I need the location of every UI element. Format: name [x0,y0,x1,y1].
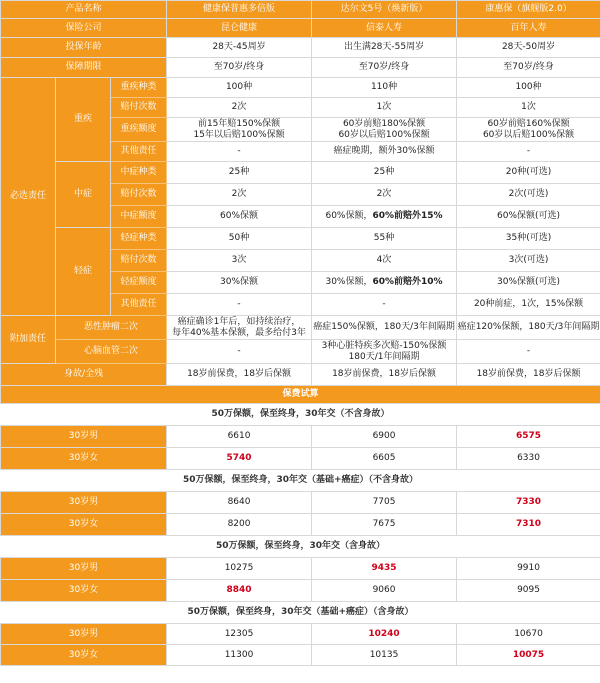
premium-cell: 9060 [312,580,457,602]
age-3: 28天-50周岁 [457,38,600,58]
optional-label: 附加责任 [1,316,56,364]
cell: 30%保额(可选) [457,272,600,294]
premium-section-title: 50万保额，保至终身，30年交（基础+癌症）（不含身故） [1,470,600,492]
premium-section-title: 50万保额，保至终身，30年交（含身故） [1,536,600,558]
cell: 18岁前保费，18岁后保额 [167,364,312,386]
mild-row-label: 其他责任 [111,294,167,316]
premium-cell-lowest: 7330 [457,492,600,514]
premium-cell-lowest: 9435 [312,558,457,580]
cell: 1次 [312,98,457,118]
premium-cell: 12305 [167,624,312,645]
cell [312,206,457,228]
cell: - [167,142,312,162]
cell: - [312,294,457,316]
cell: 2次 [167,184,312,206]
cell-bold: 60%前赔外15% [372,211,443,221]
cell: 55种 [312,228,457,250]
cell: 35种(可选) [457,228,600,250]
critical-label: 重疾 [56,78,111,162]
premium-cell: 6610 [167,426,312,448]
age-1: 28天-45周岁 [167,38,312,58]
premium-cell: 7675 [312,514,457,536]
cell: 60%保额 [167,206,312,228]
required-label: 必选责任 [1,78,56,316]
mild-row-label: 赔付次数 [111,250,167,272]
term-1: 至70岁/终身 [167,58,312,78]
cell: - [457,340,600,364]
insurer-2: 信泰人寿 [312,19,457,38]
mild-row-label: 轻症额度 [111,272,167,294]
cell: 癌症晚期，额外30%保额 [312,142,457,162]
cell: 癌症150%保额，180天/3年间隔期 [312,316,457,340]
cell: 18岁前保费，18岁后保额 [457,364,600,386]
cell: - [457,142,600,162]
cell: 20种前症，1次，15%保额 [457,294,600,316]
cell: 30%保额 [167,272,312,294]
cell: 前15年赔150%保额 15年以后赔100%保额 [167,118,312,142]
age-2: 出生满28天-55周岁 [312,38,457,58]
insurer-1: 昆仑健康 [167,19,312,38]
product-1-name: 健康保普惠多倍版 [167,1,312,19]
cell: 3次(可选) [457,250,600,272]
critical-row-label: 重疾种类 [111,78,167,98]
cell: 癌症确诊1年后，如持续治疗， 每年40%基本保额，最多给付3年 [167,316,312,340]
critical-row-label: 其他责任 [111,142,167,162]
premium-cell: 11300 [167,645,312,666]
product-3-name: 康惠保（旗舰版2.0） [457,1,600,19]
cell: 1次 [457,98,600,118]
cell: 癌症120%保额，180天/3年间隔期 [457,316,600,340]
optional-row-label: 心脑血管二次 [56,340,167,364]
premium-cell-lowest: 10075 [457,645,600,666]
premium-cell-lowest: 8840 [167,580,312,602]
death-label: 身故/全残 [1,364,167,386]
product-name-header: 产品名称 [1,1,167,19]
cell: - [167,294,312,316]
cell: 3种心脏特疾多次赔-150%保额 180天/1年间隔期 [312,340,457,364]
premium-cell: 9095 [457,580,600,602]
premium-row-label: 30岁男 [1,624,167,645]
premium-section-title: 50万保额，保至终身，30年交（不含身故） [1,404,600,426]
premium-cell: 6330 [457,448,600,470]
mild-row-label: 轻症种类 [111,228,167,250]
term-label: 保障期限 [1,58,167,78]
cell: 2次 [312,184,457,206]
premium-row-label: 30岁男 [1,426,167,448]
cell-text: 30%保额， [325,277,373,287]
premium-cell: 8200 [167,514,312,536]
premium-cell: 6900 [312,426,457,448]
cell: - [167,340,312,364]
premium-section-title: 50万保额，保至终身，30年交（基础+癌症）（含身故） [1,602,600,624]
product-2-name: 达尔文5号（焕新版） [312,1,457,19]
optional-row-label: 恶性肿瘤二次 [56,316,167,340]
moderate-row-label: 中症额度 [111,206,167,228]
premium-cell-lowest: 5740 [167,448,312,470]
cell: 25种 [167,162,312,184]
premium-cell-lowest: 7310 [457,514,600,536]
premium-cell: 7705 [312,492,457,514]
premium-row-label: 30岁男 [1,492,167,514]
premium-title: 保费试算 [1,386,600,404]
insurer-label: 保险公司 [1,19,167,38]
premium-cell: 10275 [167,558,312,580]
term-3: 至70岁/终身 [457,58,600,78]
moderate-row-label: 赔付次数 [111,184,167,206]
term-2: 至70岁/终身 [312,58,457,78]
age-label: 投保年龄 [1,38,167,58]
premium-cell: 10670 [457,624,600,645]
cell: 4次 [312,250,457,272]
cell [312,272,457,294]
cell: 2次 [167,98,312,118]
cell: 110种 [312,78,457,98]
premium-cell: 6605 [312,448,457,470]
cell: 60%保额(可选) [457,206,600,228]
premium-cell: 8640 [167,492,312,514]
cell: 20种(可选) [457,162,600,184]
cell: 60岁前赔160%保额 60岁以后赔100%保额 [457,118,600,142]
cell-bold: 60%前赔外10% [372,277,443,287]
cell: 50种 [167,228,312,250]
cell: 100种 [167,78,312,98]
premium-row-label: 30岁女 [1,448,167,470]
moderate-row-label: 中症种类 [111,162,167,184]
cell: 18岁前保费，18岁后保额 [312,364,457,386]
moderate-label: 中症 [56,162,111,228]
cell-text: 60%保额， [325,211,373,221]
premium-cell-lowest: 10240 [312,624,457,645]
premium-row-label: 30岁男 [1,558,167,580]
premium-cell-lowest: 6575 [457,426,600,448]
cell: 3次 [167,250,312,272]
critical-row-label: 赔付次数 [111,98,167,118]
premium-row-label: 30岁女 [1,514,167,536]
cell: 25种 [312,162,457,184]
cell: 60岁前赔180%保额 60岁以后赔100%保额 [312,118,457,142]
mild-label: 轻症 [56,228,111,316]
premium-row-label: 30岁女 [1,580,167,602]
insurer-3: 百年人寿 [457,19,600,38]
critical-row-label: 重疾额度 [111,118,167,142]
cell: 2次(可选) [457,184,600,206]
premium-row-label: 30岁女 [1,645,167,666]
premium-cell: 10135 [312,645,457,666]
premium-cell: 9910 [457,558,600,580]
cell: 100种 [457,78,600,98]
